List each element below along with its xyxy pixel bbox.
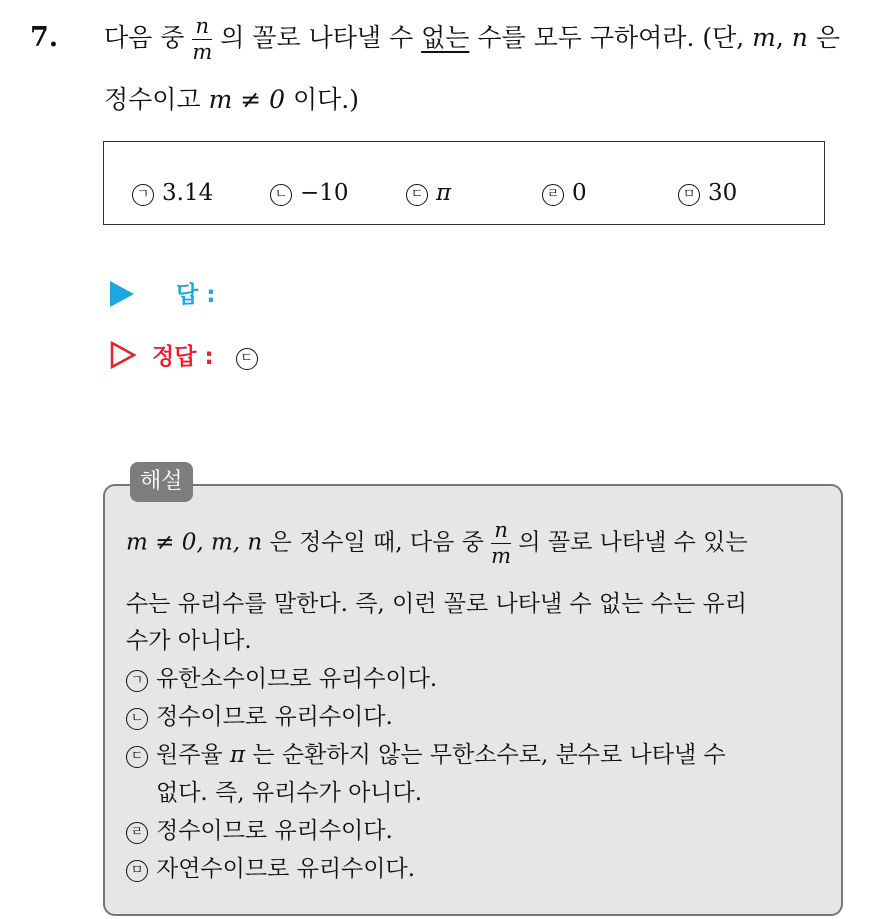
explanation-item-4 [126,812,393,845]
option-5 [678,180,737,206]
explanation-tab: 해설 [130,462,193,502]
explanation-item-5 [126,850,415,883]
explanation-line-3: 수가 아니다. [126,628,252,654]
question-underlined: 없는 [421,23,470,52]
expl-var-n: n [247,529,263,556]
item-pi: π [229,742,246,768]
expl-condition: m ≠ 0, [126,529,204,556]
correct-answer-label: 정답 : [152,344,214,370]
expl-var-m: m, [210,529,241,556]
circle-marker-icon: ㄹ [542,184,564,206]
expl-text-b: 은 정수일 때, 다음 중 [269,529,484,556]
item-text-b: 는 순환하지 않는 무한소수로, 분수로 나타낼 수 [252,742,726,768]
option-value: 30 [708,180,738,206]
question-condition: m ≠ 0 [208,85,286,114]
circle-marker-icon: ㄴ [126,708,148,730]
option-value: π [436,180,452,206]
option-value: 0 [572,180,587,206]
question-text-mid: 의 꼴로 나타낼 수 [220,23,414,52]
question-line-2 [104,80,359,116]
question-number: 7. [30,22,59,53]
explanation-item-3 [126,736,726,769]
option-4 [542,180,587,206]
explanation-item-3-continued: 없다. 즉, 유리수가 아니다. [156,780,423,806]
expl-fraction [491,520,511,567]
answer-row [110,276,215,309]
item-text: 정수이므로 유리수이다. [156,818,393,844]
question-eun: 은 [815,23,840,52]
circle-marker-icon: ㄷ [236,348,258,370]
circle-marker-icon: ㄹ [126,822,148,844]
explanation-line-2: 수는 유리수를 말한다. 즉, 이런 꼴로 나타낼 수 없는 수는 유리 [126,591,747,617]
explanation-line-1 [126,520,748,567]
play-triangle-icon [110,281,134,307]
explanation-item-2 [126,698,393,731]
option-value: 3.14 [162,180,214,206]
option-3 [406,180,451,206]
question-fraction [192,16,212,63]
circle-marker-icon: ㄷ [126,746,148,768]
circle-marker-icon: ㄴ [270,184,292,206]
item-text: 정수이므로 유리수이다. [156,704,393,730]
fraction-denominator: m [491,544,512,568]
circle-marker-icon: ㄷ [406,184,428,206]
question-var-m: m [752,23,776,52]
answer-label: 답 : [176,282,216,308]
fraction-numerator: n [491,520,511,544]
fraction-denominator: m [192,40,213,64]
circle-marker-icon: ㄱ [126,670,148,692]
question-comma: , [775,23,784,52]
circle-marker-icon: ㄱ [132,184,154,206]
question-line2-b: 이다.) [292,85,359,114]
option-value: −10 [300,180,349,206]
triangle-outline-icon [110,341,136,369]
option-2 [270,180,349,206]
item-text-a: 원주율 [156,742,223,768]
question-line2-a: 정수이고 [104,85,201,114]
item-text: 자연수이므로 유리수이다. [156,856,416,882]
item-text: 유한소수이므로 유리수이다. [156,666,438,692]
correct-answer-row [110,338,266,371]
option-1 [132,180,213,206]
expl-text-c: 의 꼴로 나타낼 수 있는 [518,529,748,556]
question-text-before: 다음 중 [104,23,185,52]
circle-marker-icon: ㅁ [678,184,700,206]
options-box [103,141,825,225]
question-text-after: 수를 모두 구하여라. (단, [477,23,745,52]
circle-marker-icon: ㅁ [126,860,148,882]
explanation-item-1 [126,660,437,693]
question-var-n: n [791,23,808,52]
fraction-numerator: n [192,16,212,40]
question-line-1 [104,16,840,63]
